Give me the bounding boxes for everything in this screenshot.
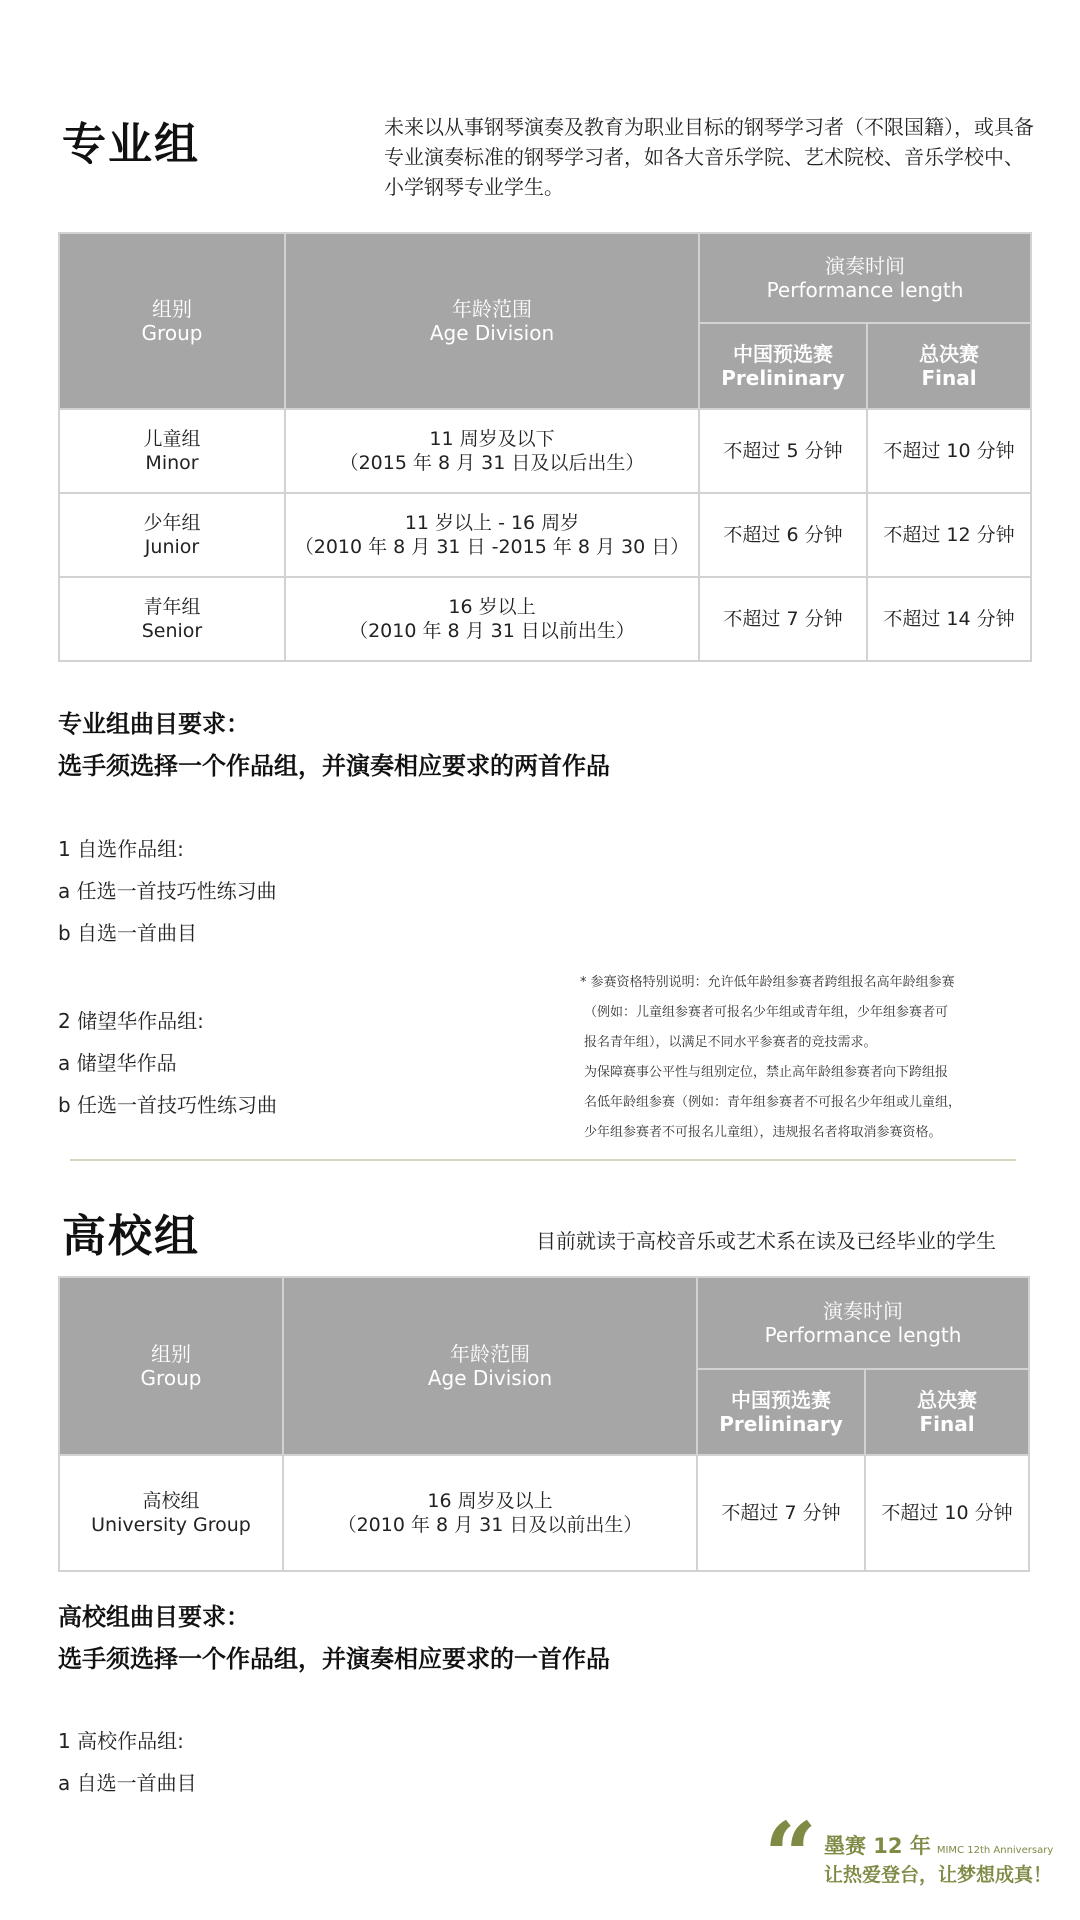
header-group [59,233,285,409]
age-line1: 16 周岁及以上 [427,1490,553,1512]
uni-requirements-title: 高校组曲目要求： [58,1603,250,1631]
group-en: University Group [91,1514,251,1536]
note-line: 为保障赛事公平性与组别定位，禁止高年龄组参赛者向下跨组报 [584,1065,949,1080]
cell-group [59,1455,283,1571]
group-cn: 青年组 [143,596,201,618]
pro-set2-item-a: a 储望华作品 [58,1051,177,1075]
age-line1: 16 岁以上 [448,596,536,618]
cell-prelim: 不超过 5 分钟 [699,409,867,493]
note-line: 少年组参赛者不可报名儿童组），违规报名者将取消参赛资格。 [584,1125,942,1140]
anniversary-logo [764,1802,1064,1910]
quote-mark-icon: “ [764,1802,817,1910]
logo-slogan: 让热爱登台，让梦想成真！ [824,1864,1053,1886]
pro-set1-item-b: b 自选一首曲目 [58,921,198,945]
group-cn: 高校组 [142,1490,200,1512]
cell-group [59,493,285,577]
header-prelim [697,1369,865,1455]
uni-section-title: 高校组 [62,1211,200,1262]
header-prelim-cn: 中国预选赛 [733,342,833,366]
header-group-en: Group [140,1366,202,1390]
header-prelim-en: Prelininary [721,366,845,390]
header-age [285,233,699,409]
note-line: （例如：儿童组参赛者可报名少年组或青年组，少年组参赛者可 [584,1005,949,1020]
section-divider [70,1159,1016,1161]
pro-section-title: 专业组 [62,119,200,170]
header-perf-cn: 演奏时间 [825,254,905,278]
cell-final: 不超过 10 分钟 [867,409,1031,493]
pro-section-description: 未来以从事钢琴演奏及教育为职业目标的钢琴学习者（不限国籍），或具备专业演奏标准的钢琴学习者，如各大音乐学院、艺术院校、音乐学校中、小学钢琴专业学生。 [384,115,1034,199]
header-perf-en: Performance length [766,278,964,302]
age-line1: 11 周岁及以下 [429,428,555,450]
header-age-cn: 年龄范围 [452,297,532,321]
table-row [59,409,1031,493]
header-final-en: Final [921,366,977,390]
logo-line1 [824,1830,1053,1860]
header-group [59,1277,283,1455]
header-age [283,1277,697,1455]
eligibility-note [580,968,1040,1148]
cell-final: 不超过 12 分钟 [867,493,1031,577]
pro-set1-title: 1 自选作品组: [58,837,184,861]
logo-line1-small: MIMC 12th Anniversary [936,1845,1054,1856]
header-final [865,1369,1029,1455]
header-performance [697,1277,1029,1369]
header-final-cn: 总决赛 [919,342,979,366]
uni-set1-item-a: a 自选一首曲目 [58,1771,197,1795]
header-prelim [699,323,867,409]
group-cn: 儿童组 [143,428,201,450]
cell-age [285,577,699,661]
group-en: Minor [145,452,199,474]
note-line: 名低年龄组参赛（例如：青年组参赛者不可报名少年组或儿童组， [584,1095,962,1110]
header-final-en: Final [919,1412,975,1436]
note-line: * 参赛资格特别说明：允许低年龄组参赛者跨组报名高年龄组参赛 [580,975,955,990]
pro-set2-title: 2 储望华作品组: [58,1009,204,1033]
pro-table [58,232,1032,662]
table-row [59,493,1031,577]
cell-prelim: 不超过 6 分钟 [699,493,867,577]
group-en: Junior [144,536,200,558]
header-age-cn: 年龄范围 [450,1342,530,1366]
note-line: 报名青年组），以满足不同水平参赛者的竞技需求。 [584,1035,877,1050]
header-prelim-en: Prelininary [719,1412,843,1436]
cell-final: 不超过 10 分钟 [865,1455,1029,1571]
header-group-cn: 组别 [151,1342,191,1366]
pro-requirements-subtitle: 选手须选择一个作品组，并演奏相应要求的两首作品 [58,752,610,780]
pro-requirements-title: 专业组曲目要求： [58,710,250,738]
age-line2: （2010 年 8 月 31 日 -2015 年 8 月 30 日） [294,536,690,558]
age-line2: （2010 年 8 月 31 日以前出生） [349,620,635,642]
header-perf-en: Performance length [764,1323,962,1347]
cell-prelim: 不超过 7 分钟 [699,577,867,661]
group-en: Senior [141,620,203,642]
header-age-en: Age Division [427,1366,553,1390]
uni-requirements-subtitle: 选手须选择一个作品组，并演奏相应要求的一首作品 [58,1645,610,1673]
group-cn: 少年组 [143,512,201,534]
age-line1: 11 岁以上 - 16 周岁 [404,512,580,534]
table-row [59,577,1031,661]
age-line2: （2010 年 8 月 31 日及以前出生） [337,1514,643,1536]
age-line2: （2015 年 8 月 31 日及以后出生） [339,452,645,474]
cell-age [285,493,699,577]
logo-line1-main: 墨赛 12 年 [824,1834,931,1858]
cell-prelim: 不超过 7 分钟 [697,1455,865,1571]
header-group-en: Group [141,321,203,345]
header-age-en: Age Division [429,321,555,345]
cell-age [285,409,699,493]
header-group-cn: 组别 [152,297,192,321]
uni-section-description: 目前就读于高校音乐或艺术系在读及已经毕业的学生 [536,1229,996,1253]
uni-table [58,1276,1030,1572]
table-row [59,1455,1029,1571]
cell-group [59,577,285,661]
header-prelim-cn: 中国预选赛 [731,1388,831,1412]
header-perf-cn: 演奏时间 [823,1299,903,1323]
pro-set1-item-a: a 任选一首技巧性练习曲 [58,879,277,903]
cell-group [59,409,285,493]
uni-set1-title: 1 高校作品组: [58,1729,184,1753]
cell-final: 不超过 14 分钟 [867,577,1031,661]
header-final [867,323,1031,409]
header-final-cn: 总决赛 [917,1388,977,1412]
header-performance [699,233,1031,323]
pro-set2-item-b: b 任选一首技巧性练习曲 [58,1093,278,1117]
cell-age [283,1455,697,1571]
